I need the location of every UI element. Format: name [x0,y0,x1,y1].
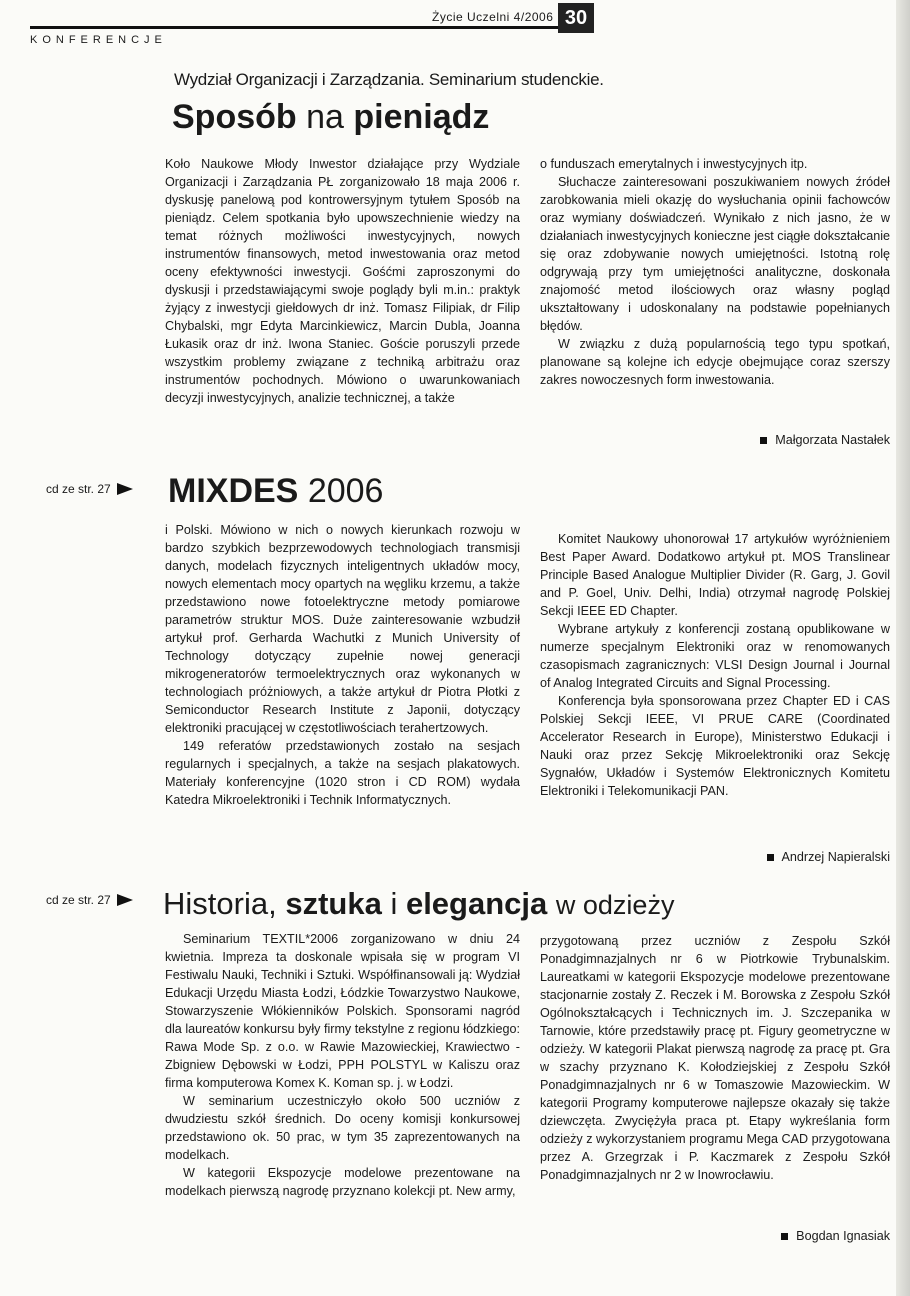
article2-right-column [540,530,890,800]
article3-continued [46,893,133,907]
article1-title [172,100,489,134]
article3-title-word1: Historia, [163,886,277,921]
article1-right-column [540,155,890,389]
article3-left-p1: Seminarium TEXTIL*2006 zorganizowano w dniu 24 kwietnia. Impreza ta doskonale wpisała się w program VI Festiwalu Nauki, Techniki i Sztuki. Współfinansowali ją: Wydział Edukacji Urzędu Miasta Łodzi, Łódzkie Towarzystwo Naukowe, Stowarzyszenie Włókienników Polskich. Sponsorami nagród dla laureatów konkursu były firmy tekstylne z regionu łódzkiego: Rawa Mode Sp. z o.o. w Rawie Mazowieckiej, Krawiectwo - Zbigniew Dębowski w Łodzi, PPH POLSTYL w Kaliszu oraz firma komputerowa Komex K. Koman sp. j. w Łodzi. [165,932,520,1090]
article1-byline [540,433,890,447]
article1-left-column [165,155,520,407]
article1-right-p3: W związku z dużą popularnością tego typu spotkań, planowane są kolejne ich edycje obejmujące coraz szerszy zakres nowoczesnych form inwestowania. [540,337,890,387]
article2-right-p2: Wybrane artykuły z konferencji zostaną opublikowane w numerze specjalnym Elektroniki oraz w renomowanych czasopismach zagranicznych: VLSI Design Journal i Journal of Analog Integrated Circuits and Signal Processing. [540,622,890,690]
article2-right-p1: Komitet Naukowy uhonorował 17 artykułów wyróżnieniem Best Paper Award. Dodatkowo artykuł pt. MOS Translinear Principle Based Analogue Multiplier Divider (R. Garg, J. Govil and P. Goel, Univ. Delhi, India) otrzymał nagrodę Polskiej Sekcji IEEE ED Chapter. [540,532,890,618]
arrow-right-icon [117,483,133,495]
page-number: 30 [558,3,594,33]
article2-title [168,474,383,508]
issue-label: Życie Uczelni 4/2006 [432,10,554,24]
header-rule [30,26,560,29]
article2-author: Andrzej Napieralski [781,850,890,864]
article1-title-word2: na [306,98,344,136]
article3-title [163,888,674,919]
arrow-right-icon [117,894,133,906]
article3-title-word3: i [390,886,398,921]
article3-continued-label: cd ze str. 27 [46,893,111,907]
article2-left-column [165,521,520,809]
article2-continued-label: cd ze str. 27 [46,482,111,496]
article2-byline [540,850,890,864]
article1-right-p2: Słuchacze zainteresowani poszukiwaniem nowych źródeł zarobkowania mieli okazję do wysłuchania opinii fachowców oraz wymiany doświadczeń. Wynikało z nich jasno, że w działaniach inwestycyjnych konieczne jest ciągłe dokształcanie się oraz zdobywanie nowych umiejętności. Istotną rolę odgrywają przy tym umiejętności analityczne, doskonała znajomość metod ilościowych oraz własny pogląd ukształtowany i udoskonalany na podstawie popełnianych błędów. [540,175,891,333]
article2-title-word2: 2006 [307,472,384,510]
page-edge [896,0,910,1296]
article3-left-column [165,930,520,1200]
article3-title-word2: sztuka [285,886,382,921]
article1-title-word1: Sposób [172,98,297,136]
article3-byline [540,1229,890,1243]
article2-right-p3: Konferencja była sponsorowana przez Chapter ED i CAS Polskiej Sekcji IEEE, VI PRUE CARE (Coordinated Accelerator Research in Europe), Ministerstwo Edukacji i Nauki oraz przez Sekcję Mikroelektroniki oraz Sekcję Sygnałów, Układów i Systemów Elektronicznych Komitetu Elektroniki i Telekomunikacji PAN. [540,694,890,798]
article3-author: Bogdan Ignasiak [796,1229,890,1243]
article3-title-word5: w odzieży [555,890,675,920]
article3-left-p2: W seminarium uczestniczyło około 500 uczniów z dwudziestu szkół średnich. Do oceny komisji konkursowej przedstawiono ok. 50 prac, w tym 35 zaprezentowanych na modelkach. [165,1094,520,1162]
article1-right-p1: o funduszach emerytalnych i inwestycyjnych itp. [540,157,808,171]
article2-title-word1: MIXDES [168,472,299,510]
byline-square-icon [767,854,774,861]
section-label: KONFERENCJE [30,34,167,46]
article3-right-column [540,932,890,1184]
article1-author: Małgorzata Nastałek [775,433,890,447]
article2-continued [46,482,133,496]
article1-kicker: Wydział Organizacji i Zarządzania. Seminarium studenckie. [174,70,604,89]
article1-left-text: Koło Naukowe Młody Inwestor działające przy Wydziale Organizacji i Zarządzania PŁ zorganizowało 18 maja 2006 r. dyskusję panelową pod kontrowersyjnym tytułem Sposób na pieniądz. Celem spotkania było upowszechnienie wiedzy na temat różnych możliwości inwestycyjnych, nowych instrumentów finansowych, metod inwestowania oraz metod oceny efektywności inwestycji. Gośćmi zaproszonymi do dyskusji i przedstawiającymi swoje poglądy byli m.in.: praktyk żyjący z inwestycji giełdowych dr inż. Tomasz Filipiak, dr Filip Chybalski, mgr Edyta Marcinkiewicz, Marcin Dubla, Joanna Łukasik oraz dr inż. Iwona Staniec. Goście poruszyli przede wszystkim problemy związane z techniką arbitrażu oraz instrumentów pochodnych. Mówiono o uwarunkowaniach decyzji inwestycyjnych, analizie technicznej, a także [165,157,520,405]
article2-left-p1: i Polski. Mówiono w nich o nowych kierunkach rozwoju w bardzo szybkich bezprzewodowych technologiach transmisji danych, modelach fizycznych inteligentnych układów mocy, nowych elementach mocy opartych na węgliku krzemu, a także przedstawiono nowe fotoelektryczne metody pomiarowe parametrów struktur MOS. Duże zainteresowanie wzbudził artykuł prof. Gerharda Wachutki z Munich University of Technology dotyczący zupełnie nowej generacji mikrogeneratorów termoelektrycznych oraz wykonanych w technologiach próżniowych, a także artykuł dr Piotra Płotki z Semiconductor Research Institute z Japonii, dotyczący elektroniki pracującej w częstotliwościach terahertzowych. [165,523,520,735]
article3-left-p3: W kategorii Ekspozycje modelowe prezentowane na modelkach pierwszą nagrodę przyznano kolekcji pt. New army, [165,1166,520,1198]
article2-left-p2: 149 referatów przedstawionych zostało na sesjach regularnych i specjalnych, a także na sesjach plakatowych. Materiały konferencyjne (1020 stron i CD ROM) wydała Katedra Mikroelektroniki i Technik Informatycznych. [165,739,520,807]
article1-title-word3: pieniądz [353,98,490,136]
byline-square-icon [781,1233,788,1240]
article3-title-word4: elegancja [405,886,548,921]
article3-right-p1: przygotowaną przez uczniów z Zespołu Szkół Ponadgimnazjalnych nr 6 w Piotrkowie Trybunalskim. Laureatkami w kategorii Ekspozycje modelowe prezentowane stacjonarnie zostały Z. Reczek i M. Borowska z Zespołu Szkół Ogólnokształcących i Technicznych im. J. Szczepanika w Tarnowie, które przedstawiły pracę pt. Figury geometryczne w odzieży. W kategorii Plakat pierwszą nagrodę za pracę pt. Gra w szachy przyznano K. Kołodziejskiej z Zespołu Szkół Ponadgimnazjalnych nr 6 w Tomaszowie Mazowieckim. W kategorii Programy komputerowe najlepsze okazały się także dziewczęta. Zwyciężyła praca pt. Etapy wykreślania form odzieży z wykorzystaniem programu Mega CAD przygotowana przez A. Grzegrzak i P. Kaczmarek z Zespołu Szkół Ponadgimnazjalnych nr 2 w Inowrocławiu. [540,934,890,1182]
byline-square-icon [760,437,767,444]
